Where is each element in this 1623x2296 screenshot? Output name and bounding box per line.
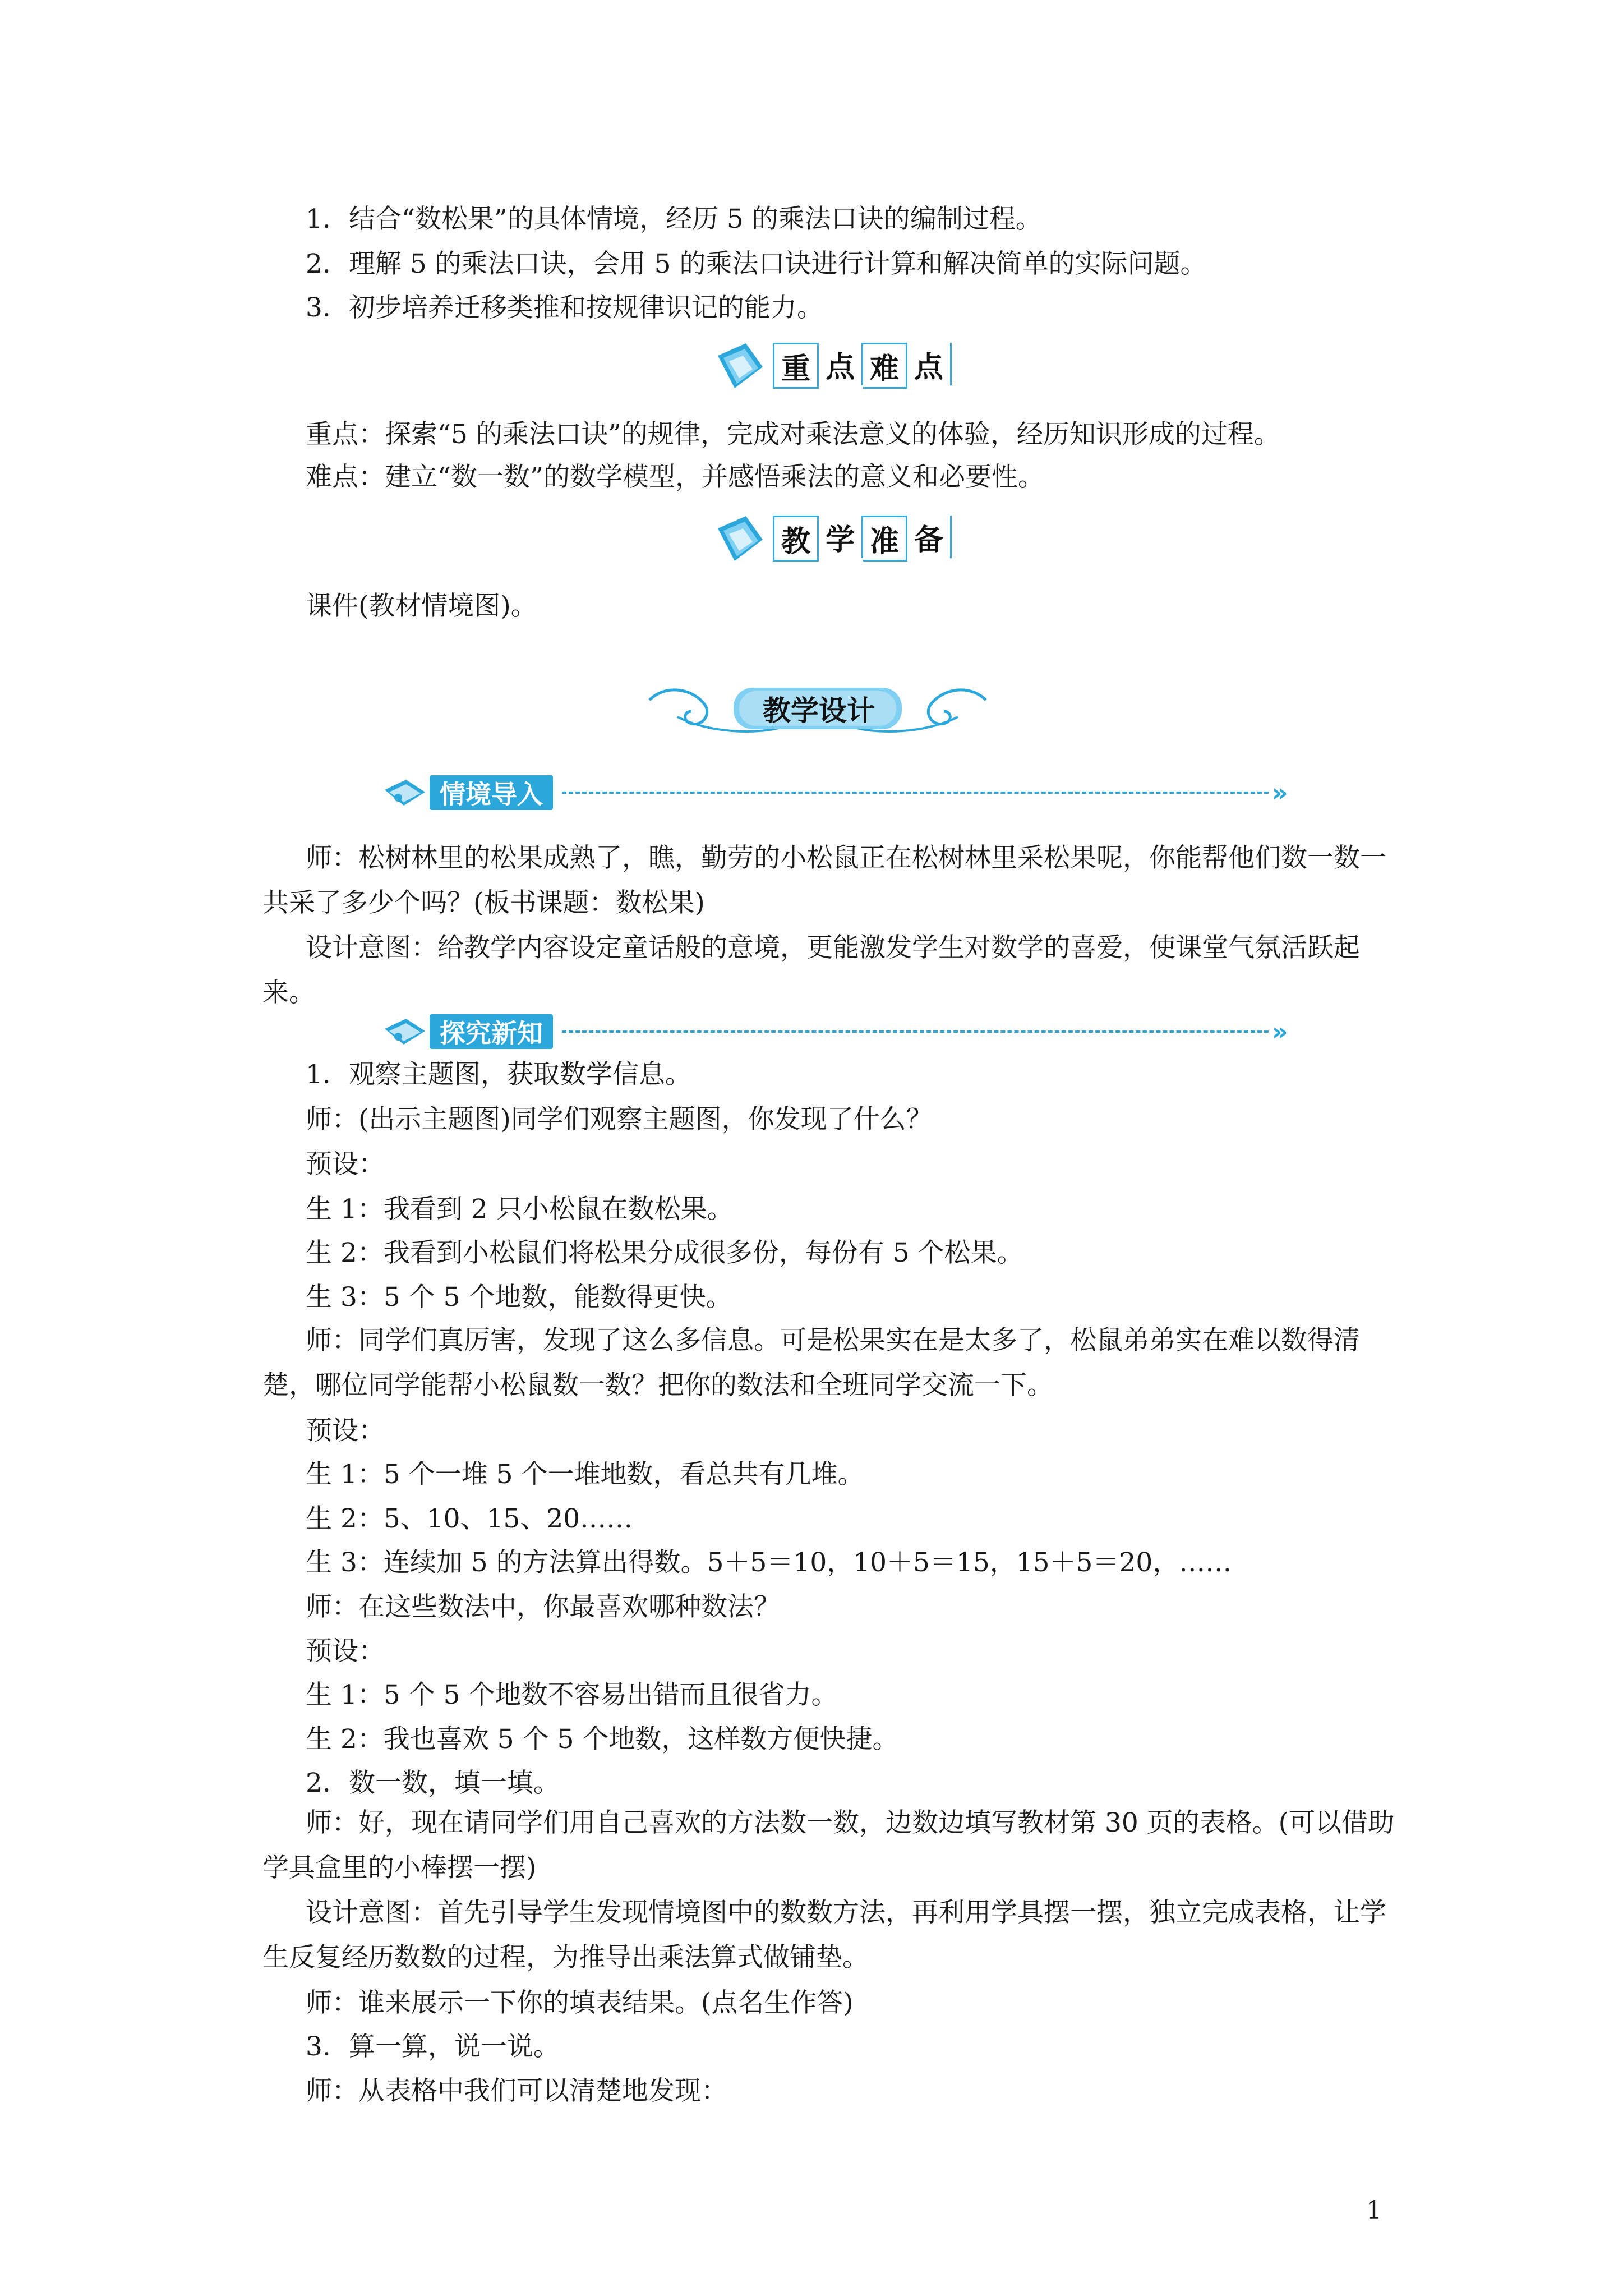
section-tag-label: 探究新知: [430, 1014, 553, 1049]
text-line: 生 1：5 个 5 个地数不容易出错而且很省力。: [306, 1680, 838, 1710]
text-line: 师：谁来展示一下你的填表结果。(点名生作答): [306, 1987, 854, 2018]
heading-char: 重: [773, 343, 819, 389]
prep-text: 课件(教材情境图)。: [306, 591, 537, 622]
heading-char: 备: [907, 516, 952, 558]
section-tag-intro: [381, 773, 1288, 812]
text-line: 1．观察主题图，获取数学信息。: [306, 1059, 691, 1090]
text-line: 预设：: [306, 1636, 385, 1667]
text-line: 生 3：连续加 5 的方法算出得数。5＋5＝10，10＋5＝15，15＋5＝20，……: [306, 1547, 1232, 1578]
double-chevron-icon: »: [1272, 778, 1288, 807]
heading-char: 点: [907, 343, 952, 385]
heading-char: 学: [819, 516, 863, 558]
text-line: 生 2：我看到小松鼠们将松果分成很多份，每份有 5 个松果。: [306, 1237, 1023, 1268]
dashed-divider: [562, 1030, 1269, 1033]
text-line: 师：从表格中我们可以清楚地发现：: [306, 2076, 727, 2106]
difficult-point: 难点：建立“数一数”的数学模型，并感悟乘法的意义和必要性。: [306, 462, 1045, 493]
text-line: 预设：: [306, 1415, 385, 1446]
book-icon: [712, 339, 768, 393]
banner-title: 教学设计: [763, 694, 875, 727]
paragraph-design-intent: 设计意图：给教学内容设定童话般的意境，更能激发学生对数学的喜爱，使课堂气氛活跃起来。: [262, 932, 1360, 1008]
prep-heading: [712, 512, 952, 565]
text-line: 3．算一算，说一说。: [306, 2031, 560, 2062]
book-icon: [712, 512, 768, 565]
heading-char: 教: [773, 516, 819, 562]
text-line: 师：在这些数法中，你最喜欢哪种数法？: [306, 1591, 780, 1622]
text-line: 生 1：我看到 2 只小松鼠在数松果。: [306, 1194, 734, 1225]
heading-char: 点: [819, 343, 863, 385]
paragraph-teacher: 师：好，现在请同学们用自己喜欢的方法数一数，边数边填写教材第 30 页的表格。(可以借助学具盒里的小棒摆一摆): [262, 1807, 1395, 1883]
text-line: 生 2：5、10、15、20……: [306, 1503, 633, 1534]
book-stack-icon: [381, 773, 430, 812]
paragraph-teacher: 师：同学们真厉害，发现了这么多信息。可是松果实在是太多了，松鼠弟弟实在难以数得清楚，哪位同学能帮小松鼠数一数？把你的数法和全班同学交流一下。: [262, 1325, 1360, 1401]
text-line: 2．数一数，填一填。: [306, 1768, 560, 1798]
text-line: 师：(出示主题图)同学们观察主题图，你发现了什么？: [306, 1104, 933, 1135]
text-line: 预设：: [306, 1149, 385, 1180]
dashed-divider: [562, 792, 1269, 794]
paragraph-design-intent: 设计意图：首先引导学生发现情境图中的数数方法，再利用学具摆一摆，独立完成表格，让学生反复经历数数的过程，为推导出乘法算式做铺垫。: [262, 1897, 1386, 1973]
section-tag-label: 情境导入: [430, 775, 553, 810]
section-tag-explore: [381, 1012, 1288, 1051]
text-line: 生 1：5 个一堆 5 个一堆地数，看总共有几堆。: [306, 1459, 864, 1490]
double-chevron-icon: »: [1272, 1017, 1288, 1046]
key-point: 重点：探索“5 的乘法口诀”的规律，完成对乘法意义的体验，经历知识形成的过程。: [306, 419, 1280, 450]
text-line: 生 3：5 个 5 个地数，能数得更快。: [306, 1282, 732, 1313]
objective-3: 3．初步培养迁移类推和按规律识记的能力。: [306, 292, 823, 323]
paragraph-teacher-intro: 师：松树林里的松果成熟了，瞧，勤劳的小松鼠正在松树林里采松果呢，你能帮他们数一数一共采了多少个吗？(板书课题：数松果): [262, 843, 1386, 918]
objective-1: 1．结合“数松果”的具体情境，经历 5 的乘法口诀的编制过程。: [306, 204, 1042, 234]
key-points-heading: [712, 339, 952, 393]
heading-char: 准: [863, 516, 907, 562]
book-stack-icon: [381, 1012, 430, 1051]
heading-char: 难: [863, 343, 907, 389]
objective-2: 2．理解 5 的乘法口诀，会用 5 的乘法口诀进行计算和解决简单的实际问题。: [306, 249, 1207, 279]
page-number: 1: [1366, 2196, 1382, 2225]
text-line: 生 2：我也喜欢 5 个 5 个地数，这样数方便快捷。: [306, 1724, 899, 1755]
